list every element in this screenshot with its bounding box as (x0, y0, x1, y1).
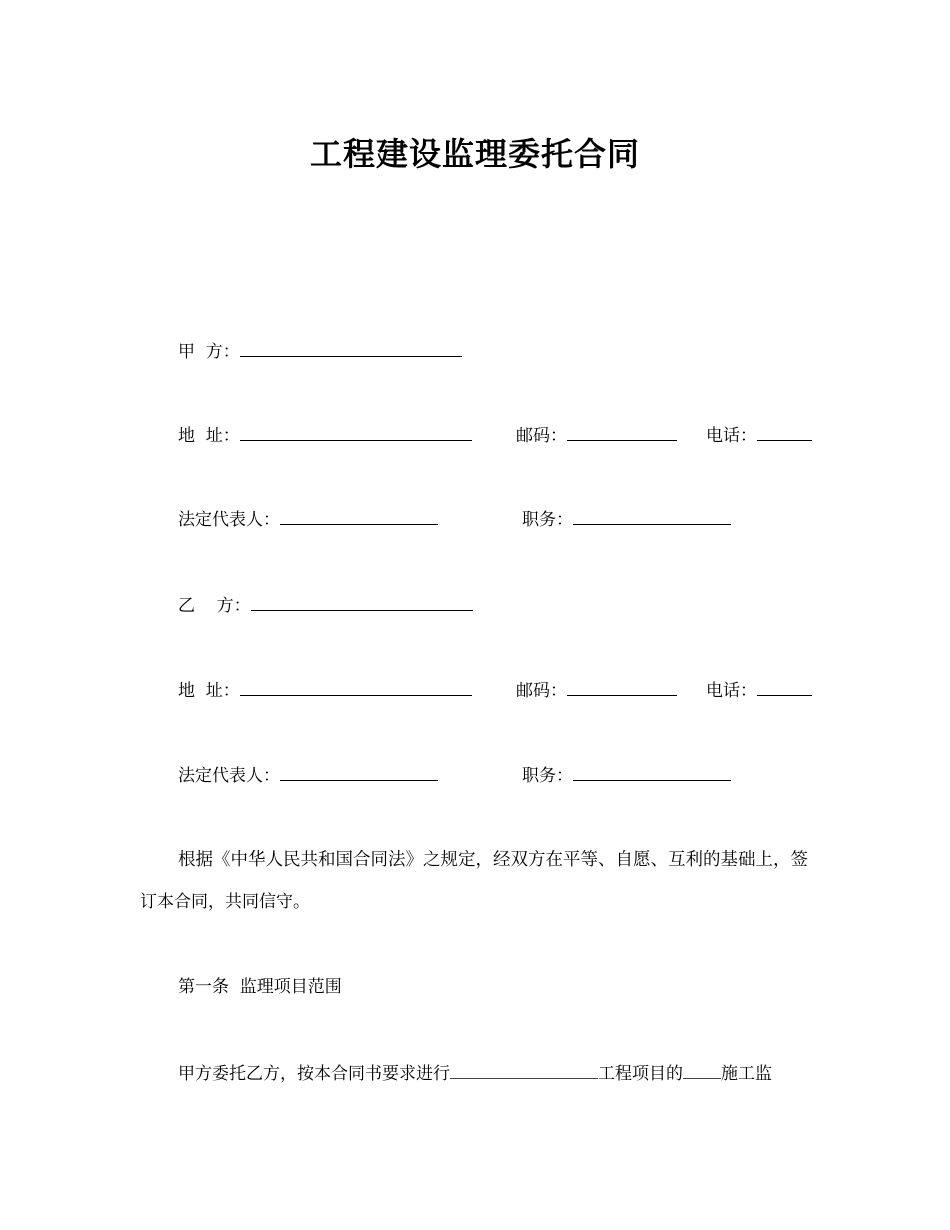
page-title: 工程建设监理委托合同 (309, 135, 640, 173)
party-b-phone-line (706, 677, 812, 703)
article-1-text-part-2: 工程项目的 (598, 1064, 683, 1084)
party-b-blank[interactable] (251, 592, 473, 611)
party-b-address-label: 地 址： (178, 681, 240, 701)
party-a-rep-line (178, 506, 438, 532)
party-b-rep-blank[interactable] (280, 762, 438, 781)
party-b-address-line (178, 677, 472, 703)
party-b-rep-line (178, 762, 438, 788)
party-a-label: 甲 方： (178, 342, 240, 362)
party-a-postcode-label: 邮码： (516, 426, 567, 446)
party-a-address-label: 地 址： (178, 426, 240, 446)
party-b-postcode-line (516, 677, 677, 703)
article-1-text-part-3: 施工监 (721, 1064, 772, 1084)
party-a-position-label: 职务： (522, 510, 573, 530)
party-a-postcode-blank[interactable] (567, 422, 677, 441)
party-b-address-blank[interactable] (240, 677, 472, 696)
stage-blank[interactable] (683, 1060, 721, 1079)
preamble-line-1: 根据《中华人民共和国合同法》之规定，经双方在平等、自愿、互利的基础上，签 (178, 850, 808, 870)
preamble-line-2: 订本合同，共同信守。 (140, 892, 310, 912)
party-b-phone-blank[interactable] (757, 677, 812, 696)
party-b-line (178, 592, 473, 618)
party-a-rep-blank[interactable] (280, 506, 438, 525)
party-a-phone-line (706, 422, 812, 448)
party-b-phone-label: 电话： (706, 681, 757, 701)
party-b-position-label: 职务： (522, 766, 573, 786)
party-a-postcode-line (516, 422, 677, 448)
party-a-rep-label: 法定代表人： (178, 510, 280, 530)
party-b-postcode-label: 邮码： (516, 681, 567, 701)
party-a-phone-label: 电话： (706, 426, 757, 446)
party-a-phone-blank[interactable] (757, 422, 812, 441)
party-b-rep-label: 法定代表人： (178, 766, 280, 786)
article-1-heading: 第一条 监理项目范围 (178, 977, 342, 997)
article-1-text-part-1: 甲方委托乙方，按本合同书要求进行 (178, 1064, 450, 1084)
party-a-blank[interactable] (240, 338, 462, 357)
article-1-text (178, 1060, 772, 1086)
party-b-position-line (522, 762, 731, 788)
party-a-address-blank[interactable] (240, 422, 472, 441)
party-a-position-blank[interactable] (573, 506, 731, 525)
party-b-position-blank[interactable] (573, 762, 731, 781)
party-b-label: 乙 方： (178, 596, 251, 616)
party-a-line (178, 338, 462, 364)
project-name-blank[interactable] (450, 1060, 598, 1079)
party-a-position-line (522, 506, 731, 532)
party-a-address-line (178, 422, 472, 448)
party-b-postcode-blank[interactable] (567, 677, 677, 696)
